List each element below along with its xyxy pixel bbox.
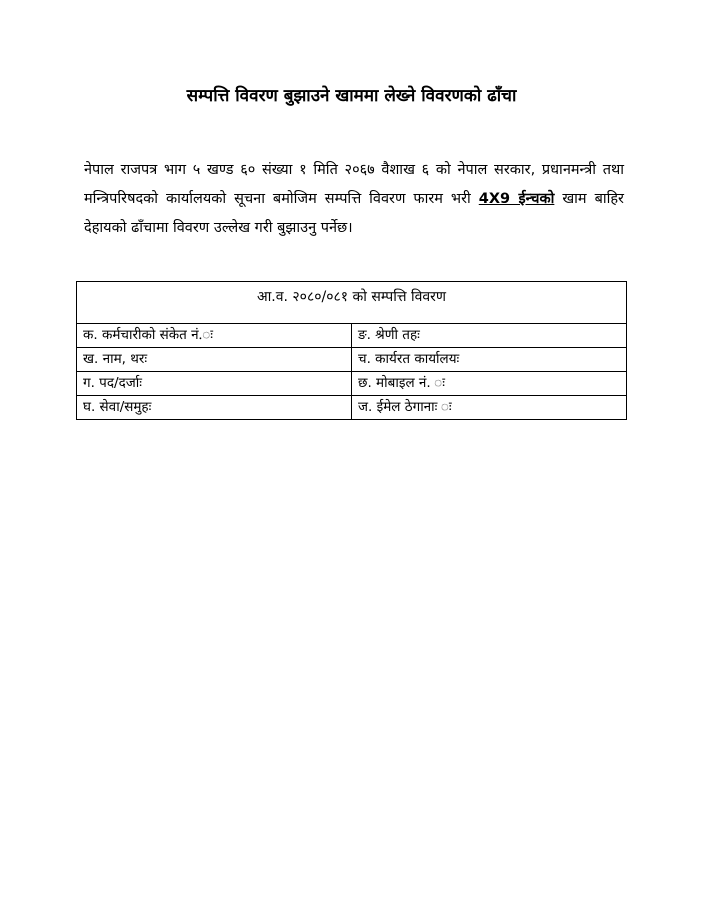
employee-code-field: क. कर्मचारीको संकेत नं.ः — [77, 324, 352, 348]
document-title: सम्पत्ति विवरण बुझाउने खाममा लेख्ने विवरणको ढाँचा — [186, 86, 517, 106]
table-row — [77, 372, 627, 396]
email-field: ज. ईमेल ठेगानाः ः — [352, 396, 627, 420]
envelope-size-emphasis: 4X9 ईन्चको — [478, 191, 555, 207]
table-row — [77, 324, 627, 348]
office-field: च. कार्यरत कार्यालयः — [352, 348, 627, 372]
table-heading: आ.व. २०८०/०८१ को सम्पत्ति विवरण — [77, 282, 627, 324]
table-row — [77, 348, 627, 372]
instruction-paragraph — [84, 156, 624, 243]
grade-level-field: ङ. श्रेणी तहः — [352, 324, 627, 348]
name-field: ख. नाम, थरः — [77, 348, 352, 372]
table-row — [77, 396, 627, 420]
service-group-field: घ. सेवा/समुहः — [77, 396, 352, 420]
paragraph-text-before: नेपाल राजपत्र भाग ५ खण्ड ६० संख्या १ मिति २०६७ वैशाख ६ को नेपाल सरकार, प्रधानमन्त्री तथा मन्त्रिपरिषदको कार्यालयको सूचना बमोजिम सम्पत्ति विवरण फारम भरी — [84, 162, 624, 207]
table-heading-row — [77, 282, 627, 324]
asset-details-table — [76, 281, 627, 420]
paragraph-text-after: खाम बाहिर देहायको ढाँचामा विवरण उल्लेख गरी बुझाउनु पर्नेछ। — [84, 191, 624, 236]
mobile-field: छ. मोबाइल नं. ः — [352, 372, 627, 396]
position-field: ग. पद/दर्जाः — [77, 372, 352, 396]
